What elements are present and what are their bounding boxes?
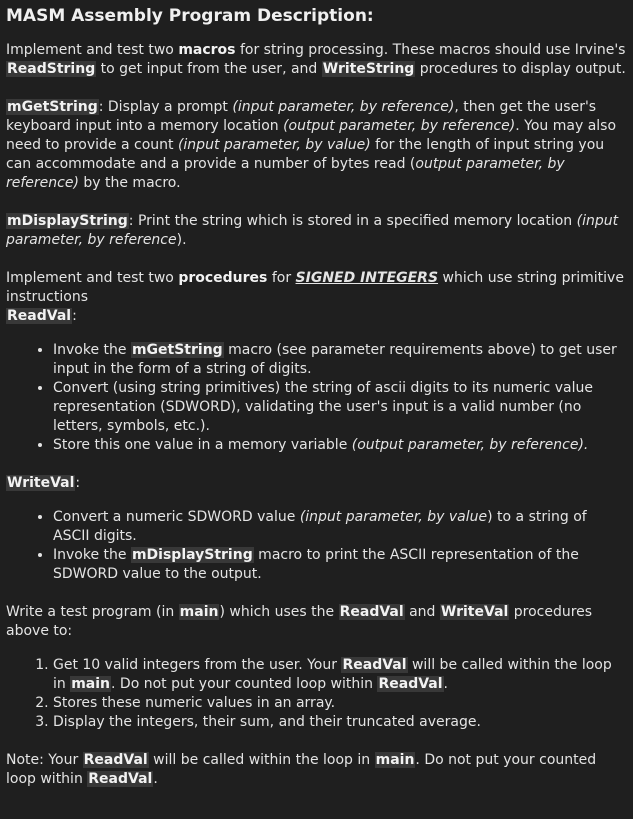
writestring-code: WriteString (322, 61, 415, 77)
writeval-code: WriteVal (440, 604, 509, 620)
mgetstring-code: mGetString (7, 99, 98, 115)
readstring-code: ReadString (7, 61, 96, 77)
mgetstring-paragraph: mGetString: Display a prompt (input parameter, by reference), then get the user's keyboard input into a memory location (output parameter, by reference). You may also need to provide a count (input parameter, by value) for the length of input string you can accommodate and a provide a number of bytes read (output parameter, by reference) by the macro. (6, 99, 617, 191)
readval-code: ReadVal (339, 604, 404, 620)
page-title: MASM Assembly Program Description: (6, 6, 374, 26)
readval-code: ReadVal (378, 676, 443, 692)
writeval-bullet-list (6, 508, 627, 584)
main-code: main (179, 604, 219, 620)
list-item: 3. Display the integers, their sum, and their truncated average. (53, 713, 627, 732)
writeval-heading: WriteVal: (7, 475, 81, 491)
readval-code: ReadVal (342, 657, 407, 673)
macros-keyword: macros (178, 42, 236, 58)
mdisplaystring-paragraph: mDisplayString: Print the string which is stored in a specified memory location (input parameter, by reference). (6, 213, 619, 248)
list-item: • Convert (using string primitives) the string of ascii digits to its numeric value representation (SDWORD), validating the user's input is a valid number (no letters, symbols, etc.). (53, 379, 627, 436)
writeval-code: WriteVal (7, 475, 75, 491)
list-item: • Convert a numeric SDWORD value (input parameter, by value) to a string of ASCII digits. (53, 508, 627, 546)
mdisplaystring-code: mDisplayString (7, 213, 128, 229)
procedures-keyword: procedures (178, 270, 268, 286)
main-code: main (375, 752, 415, 768)
procedures-paragraph: Implement and test two procedures for SIGNED INTEGERS which use string primitive instructions (6, 270, 624, 305)
readval-code: ReadVal (7, 308, 72, 324)
readval-bullet-list (6, 341, 627, 455)
list-item: 2. Stores these numeric values in an array. (53, 694, 627, 713)
readval-heading: ReadVal: (7, 308, 77, 324)
readval-code: ReadVal (83, 752, 148, 768)
note-paragraph: Note: Your ReadVal will be called within the loop in main. Do not put your counted loop within ReadVal. (6, 752, 597, 787)
signed-integers-text: SIGNED INTEGERS (295, 270, 439, 286)
test-program-paragraph: Write a test program (in main) which uses the ReadVal and WriteVal procedures above to: (6, 604, 593, 639)
intro-paragraph: Implement and test two macros for string processing. These macros should use Irvine's ReadString to get input from the user, and WriteString procedures to display output. (6, 42, 626, 77)
mdisplaystring-code: mDisplayString (131, 547, 253, 563)
test-numbered-list (6, 656, 627, 732)
mgetstring-code: mGetString (131, 342, 223, 358)
list-item: 1. Get 10 valid integers from the user. Your ReadVal will be called within the loop in main. Do not put your counted loop within ReadVal. (53, 656, 627, 694)
list-item: • Invoke the mDisplayString macro to print the ASCII representation of the SDWORD value to the output. (53, 546, 627, 584)
list-item: • Invoke the mGetString macro (see parameter requirements above) to get user input in the form of a string of digits. (53, 341, 627, 379)
readval-code: ReadVal (88, 771, 153, 787)
main-code: main (71, 676, 111, 692)
list-item: • Store this one value in a memory variable (output parameter, by reference). (53, 436, 627, 455)
